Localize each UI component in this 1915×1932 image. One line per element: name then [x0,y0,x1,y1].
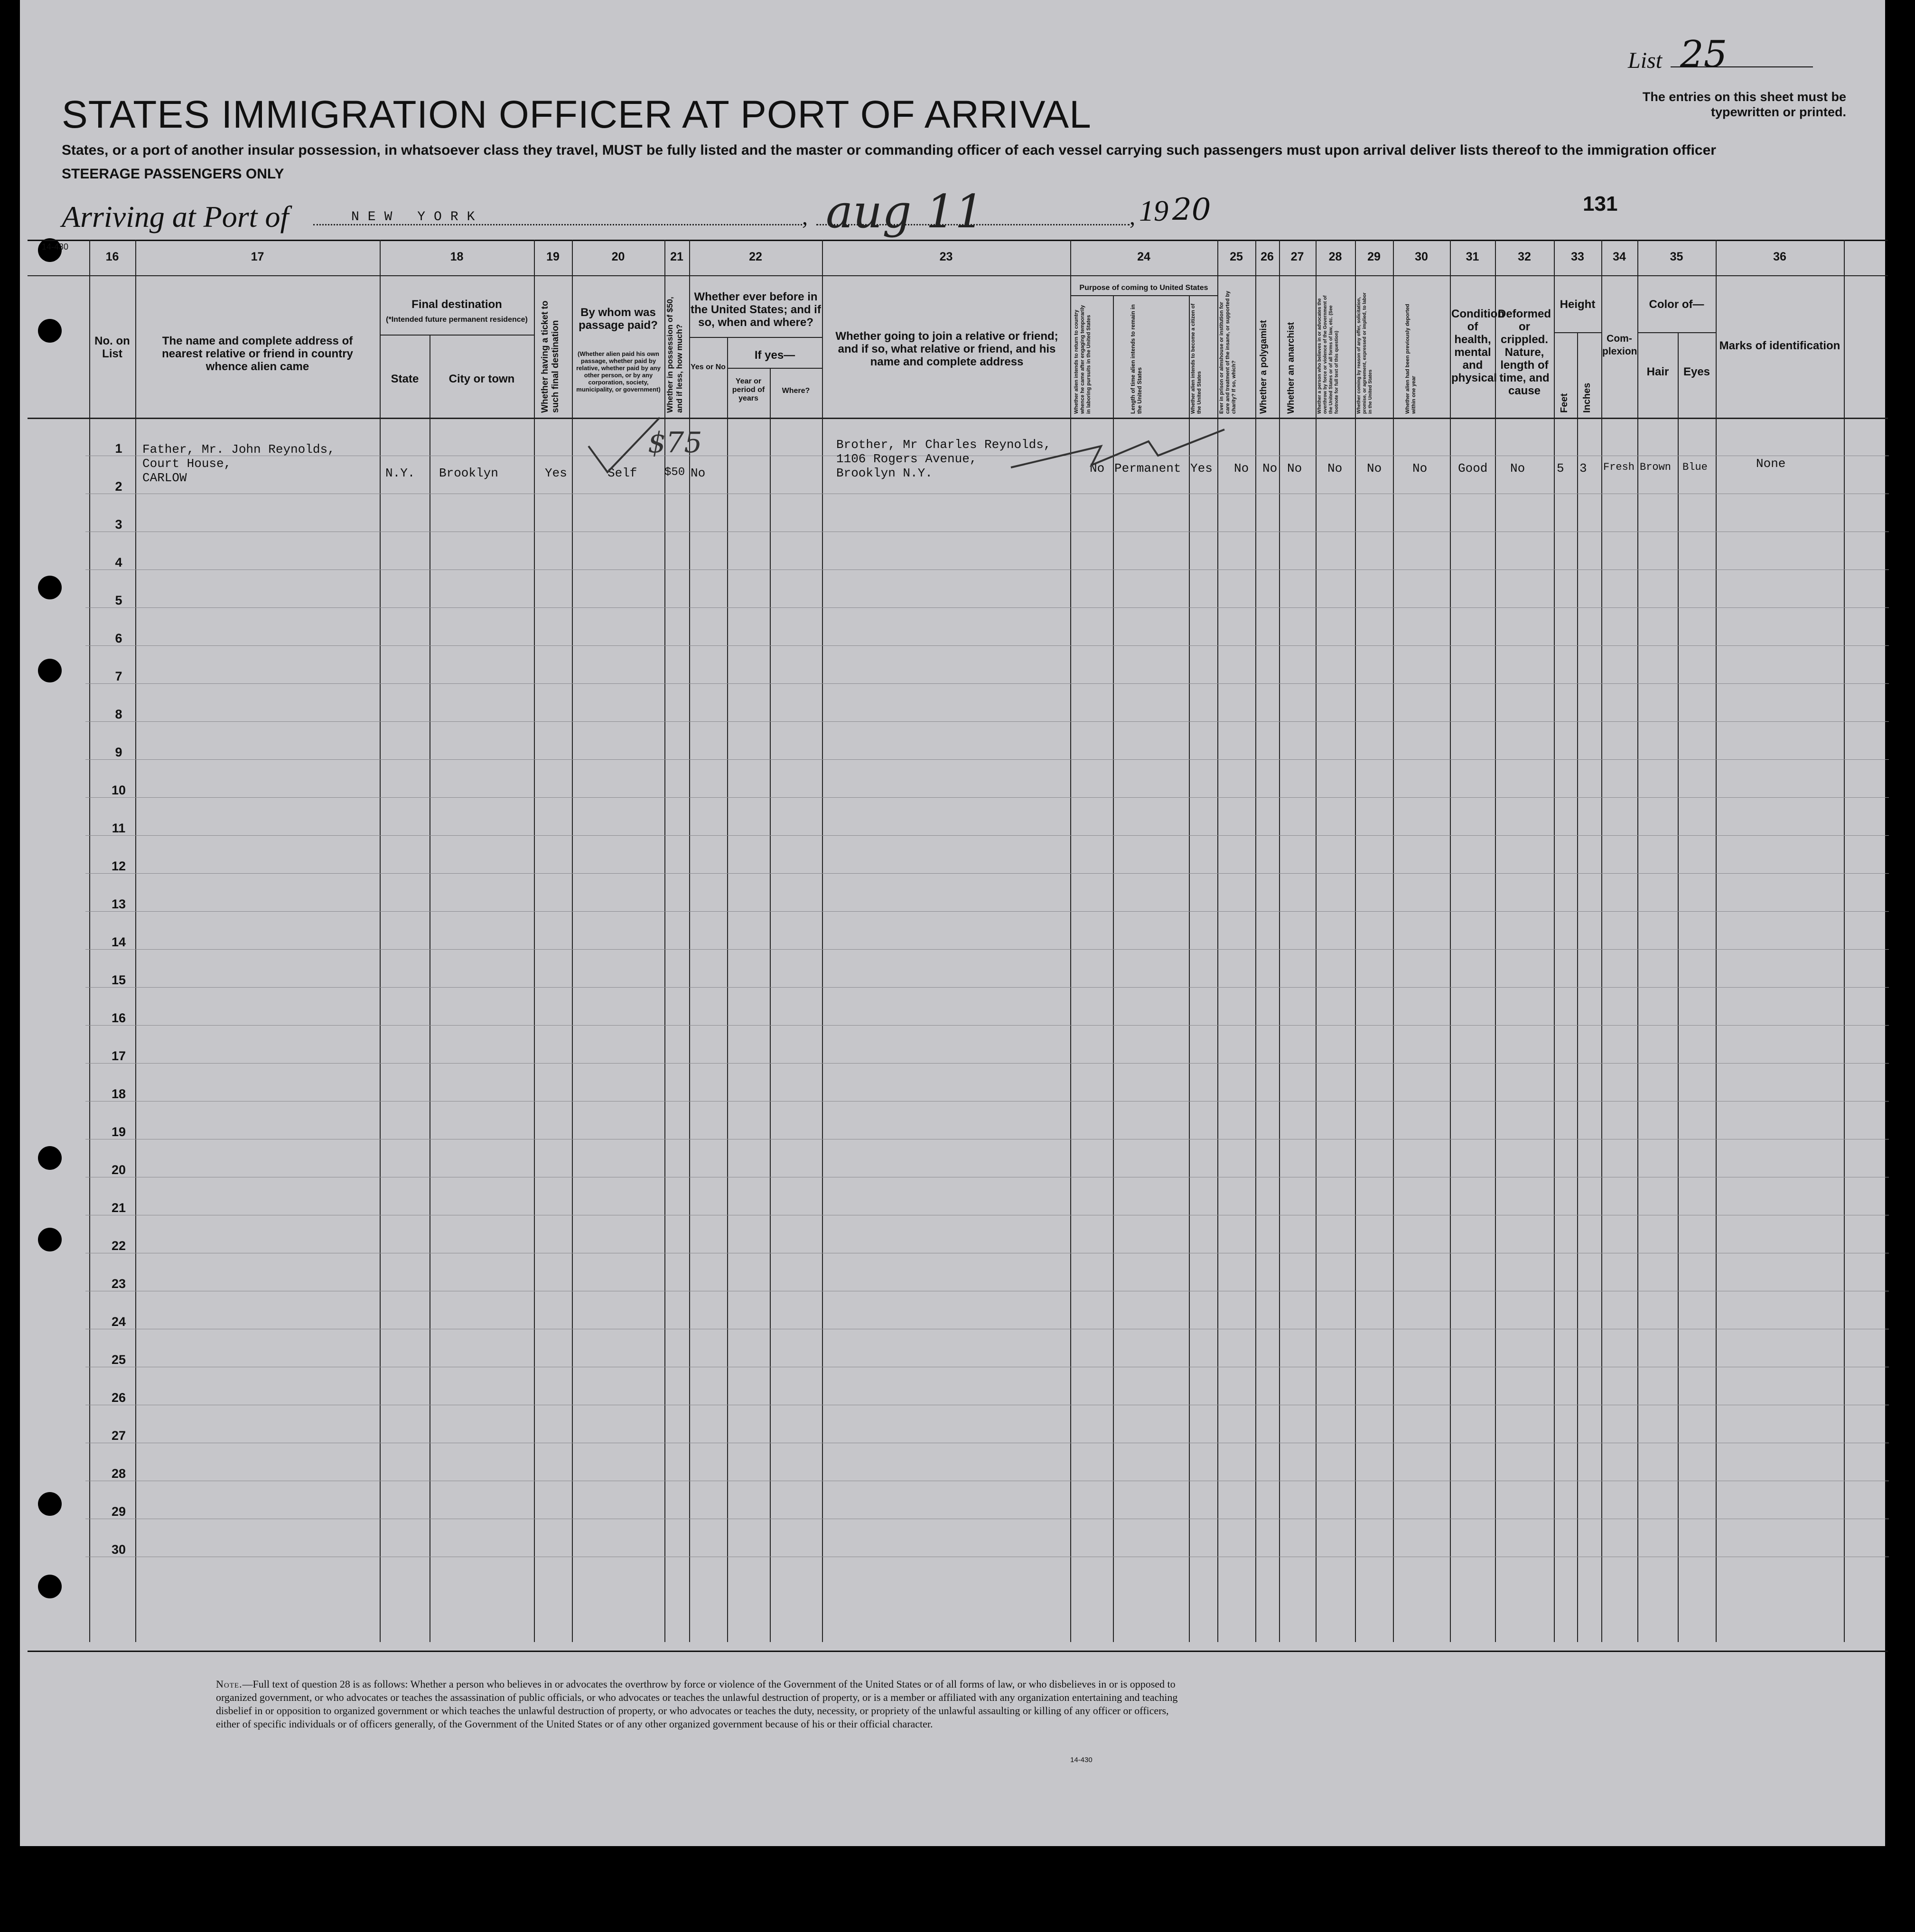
row-number: 2 [115,479,122,494]
row-number: 3 [115,517,122,532]
row-rule [85,911,1889,912]
destination-subheader-rule [380,335,534,336]
row-number: 16 [111,1011,126,1025]
form-number: 14-430 [1070,1756,1093,1764]
entry-state: N.Y. [385,466,415,480]
row-rule [85,835,1889,836]
row-rule [85,987,1889,988]
header-join-relative: Whether going to join a relative or friend; and if so, what relative or friend, and his name and complete address [835,330,1058,368]
header-final-destination: Final destination [411,298,502,311]
entry-marks: None [1756,457,1786,471]
header-purpose-return: Whether alien intends to return to country whence he came after engaging temporarily in laboring pursuits in the United States [1074,305,1092,414]
header-color-of: Color of— [1649,298,1704,311]
form-tag: 14-430 [42,242,69,252]
row-number: 20 [111,1163,126,1177]
instruction-text: States, or a port of another insular possession, in whatsoever class they travel, MUST be fully listed and the master or commanding officer of each vessel carrying such passengers must upon arrival deliver lists thereof to the immigration officer [62,142,1716,158]
form-title: STATES IMMIGRATION OFFICER AT PORT OF ARRIVAL [62,93,1092,136]
comma: , [1130,205,1135,230]
header-condition: Condition of health, mental and physical [1451,308,1504,384]
header-inches: Inches [1582,383,1592,413]
port-dotted-line [313,224,802,225]
color-rule [1637,332,1716,333]
row-number: 21 [111,1201,126,1215]
entry-relative-line2: Court House, [142,457,232,471]
column-rule [380,240,381,1642]
typewritten-note: The entries on this sheet must be typewritten or printed. [1642,90,1846,119]
row-number: 8 [115,707,122,721]
entry-money-handwritten: $75 [648,426,702,459]
header-where: Where? [782,387,810,395]
column-rule [1844,240,1845,1642]
row-number: 23 [111,1277,126,1291]
column-number: 16 [105,250,119,263]
row-number: 4 [115,555,122,569]
column-number: 21 [670,250,683,263]
entry-deported: No [1412,461,1428,476]
column-number: 17 [251,250,264,263]
header-by-whom-paid: By whom was passage paid? [579,306,658,332]
column-rule [1113,295,1114,1642]
row-number: 25 [111,1353,126,1367]
row-number: 9 [115,745,122,759]
column-rule [1716,240,1717,1642]
column-number: 34 [1613,250,1626,263]
column-rule [1255,240,1256,1642]
column-number: 19 [546,250,560,263]
row-number: 17 [111,1049,126,1063]
entry-inches: 3 [1579,461,1587,476]
header-ticket: Whether having a ticket to such final destination [540,300,560,413]
header-purpose: Purpose of coming to United States [1079,284,1208,292]
header-yes-or-no: Yes or No [691,363,726,371]
column-rule [1601,240,1602,1642]
entry-relative-line1: Father, Mr. John Reynolds, [142,442,335,457]
row-number: 1 [115,441,122,456]
ever-before-rule [689,337,822,338]
row-rule [85,1063,1889,1064]
entry-prison: No [1234,461,1249,476]
entry-feet: 5 [1557,461,1564,476]
entry-join-line1: Brother, Mr Charles Reynolds, [836,438,1051,452]
footnote-label: Note. [216,1678,243,1690]
header-year-or-period: Year or period of years [732,377,765,402]
entry-ticket: Yes [545,466,567,480]
column-rule [1495,240,1496,1642]
entry-relative-line3: CARLOW [142,471,187,485]
entry-money-typed: $50 [664,466,685,479]
arriving-label: Arriving at Port of [62,200,289,233]
entry-join-line2: 1106 Rogers Avenue, [836,452,977,466]
row-number: 11 [112,821,126,835]
row-number: 19 [111,1125,126,1139]
row-rule [85,797,1889,798]
column-rule [1554,240,1555,1642]
row-rule [85,873,1889,874]
header-deformed: Deformed or crippled. Nature, length of time, and cause [1497,308,1551,397]
row-number: 30 [111,1542,126,1557]
purpose-rule [1070,295,1217,296]
entry-eyes: Blue [1682,461,1708,473]
header-overthrow: Whether a person who believes in or advocates the overthrow by force or violence of the Government of the United States or of all forms of law, etc. (See footnote for full text of this question) [1317,295,1339,414]
column-rule [1316,240,1317,1642]
entry-contract: No [1367,461,1382,476]
check-mark-annotation [1006,427,1234,479]
year-handwritten: 20 [1172,192,1211,227]
header-bottom-rule [28,418,1888,419]
row-number: 7 [115,669,122,683]
column-number: 26 [1261,250,1274,263]
footnote [216,1678,1189,1731]
row-number: 28 [111,1466,126,1481]
column-number-rule [28,275,1888,276]
footnote-text: —Full text of question 28 is as follows: Whether a person who believes in or advocates the overthrow by force or violence of the Government of the United States or of all forms of law, or who disbelieves in or is opposed to organized government, or who advocates or teaches the assassination of public officials, or who advocates or teaches the unlawful destruction of property, or is a member or affiliated with any organization entertaining and teaching disbelief in or opposition to organized government or which teaches the unlawful destruction of property, or who advocates or teaches the duty, necessity, or propriety of the unlawful assaulting or killing of any officer or officers, either of specific individuals or of officers generally, of the Government of the United States or of any other organized government because of his or their official character. [216,1678,1178,1730]
column-number: 18 [450,250,464,263]
column-rule [822,240,823,1642]
row-number: 13 [111,897,126,911]
column-number: 36 [1773,250,1786,263]
row-rule [85,721,1889,722]
row-number: 22 [111,1239,126,1253]
column-number: 23 [939,250,953,263]
row-number: 29 [111,1504,126,1519]
header-nearest-relative: The name and complete address of nearest relative or friend in country whence alien came [162,335,353,373]
entry-join-line3: Brooklyn N.Y. [836,466,933,480]
column-rule [1279,240,1280,1642]
header-destination-note: (*Intended future permanent residence) [386,316,528,324]
entry-length-of-stay: Permanent [1114,461,1181,476]
column-number: 33 [1571,250,1584,263]
header-hair: Hair [1646,365,1669,378]
row-number: 6 [115,631,122,645]
column-number: 28 [1328,250,1342,263]
list-underline [1671,66,1813,67]
sheet-number: 131 [1583,192,1618,215]
entry-city: Brooklyn [439,466,498,480]
header-city-or-town: City or town [448,373,515,385]
header-purpose-citizen: Whether alien intends to become a citizen of the United States [1190,303,1202,414]
entry-anarchist: No [1287,461,1302,476]
column-rule [727,337,728,1642]
column-number: 30 [1415,250,1428,263]
date-dotted-line [816,224,1130,225]
header-purpose-length: Length of time alien intends to remain in the United States [1130,304,1143,414]
list-number-handwritten: 25 [1680,33,1728,76]
row-number: 5 [115,593,122,607]
row-number: 27 [111,1428,126,1443]
row-number: 14 [111,935,126,949]
header-if-yes: If yes— [754,349,795,362]
row-rule [85,607,1889,608]
row-number: 10 [111,783,126,797]
entry-overthrow: No [1327,461,1343,476]
header-anarchist: Whether an anarchist [1286,322,1296,414]
header-complexion: Com-plexion [1602,333,1637,357]
column-rule [1637,240,1638,1642]
header-no-on-list: No. on List [94,335,130,360]
row-rule [85,759,1889,760]
entry-return-home: No [1090,461,1105,476]
entry-complexion: Fresh [1603,461,1635,473]
header-possession-50: Whether in possession of $50, and if less, how much? [665,297,684,413]
header-contract-labor: Whether coming by reason of any offer, solicitation, promise, or agreement, expressed or implied, to labor in the United States [1356,292,1373,414]
row-rule [85,645,1889,646]
column-number: 32 [1518,250,1531,263]
arrival-date-handwritten: aug 11 [826,185,984,238]
column-number: 22 [749,250,762,263]
column-rule [89,240,90,1642]
row-number: 15 [111,973,126,987]
list-label: List [1628,48,1663,73]
entry-deformed: No [1510,461,1525,476]
row-rule [85,569,1889,570]
header-ever-before: Whether ever before in the United States; and if so, when and where? [691,290,821,329]
column-rule [534,240,535,1642]
year-prefix: 19 [1139,195,1168,227]
column-number: 20 [611,250,625,263]
if-yes-rule [727,368,822,369]
arrival-port: NEW YORK [351,210,484,224]
column-rule [770,368,771,1642]
row-number: 18 [111,1087,126,1101]
column-rule [1189,295,1190,1642]
row-rule [85,683,1889,684]
row-number: 24 [111,1315,126,1329]
entry-polygamist: No [1262,461,1278,476]
header-state: State [391,373,419,385]
header-deported: Whether alien had been previously deported within one year [1405,304,1417,414]
column-number: 27 [1290,250,1304,263]
entry-hair: Brown [1640,461,1672,473]
entry-ever-before: No [691,466,706,480]
steerage-notice: STEERAGE PASSENGERS ONLY [62,166,284,182]
column-number: 35 [1670,250,1683,263]
header-by-whom-note: (Whether alien paid his own passage, whether paid by relative, whether paid by any other person, or by any corporation, society, municipality, or government) [576,350,661,393]
row-rule [85,949,1889,950]
row-number: 26 [111,1391,126,1405]
column-rule [1393,240,1394,1642]
header-eyes: Eyes [1683,365,1710,378]
header-marks: Marks of identification [1719,339,1840,352]
row-rule [85,1025,1889,1026]
column-rule [135,240,136,1642]
column-rule [1355,240,1356,1642]
header-polygamist: Whether a polygamist [1259,320,1269,414]
entry-paid-by: Self [607,466,637,480]
row-number: 12 [111,859,126,873]
header-prison: Ever in prison or almshouse or institution for care and treatment of the insane, or supported by charity? If so, which? [1219,290,1237,414]
column-number: 25 [1230,250,1243,263]
column-number: 29 [1367,250,1381,263]
check-mark-annotation [560,408,683,484]
header-height: Height [1560,298,1596,311]
comma: , [802,205,808,230]
column-rule [1450,240,1451,1642]
column-number: 24 [1137,250,1150,263]
header-feet: Feet [1559,393,1569,413]
entry-become-citizen: Yes [1190,461,1213,476]
entry-health: Good [1458,461,1488,476]
column-number: 31 [1466,250,1479,263]
